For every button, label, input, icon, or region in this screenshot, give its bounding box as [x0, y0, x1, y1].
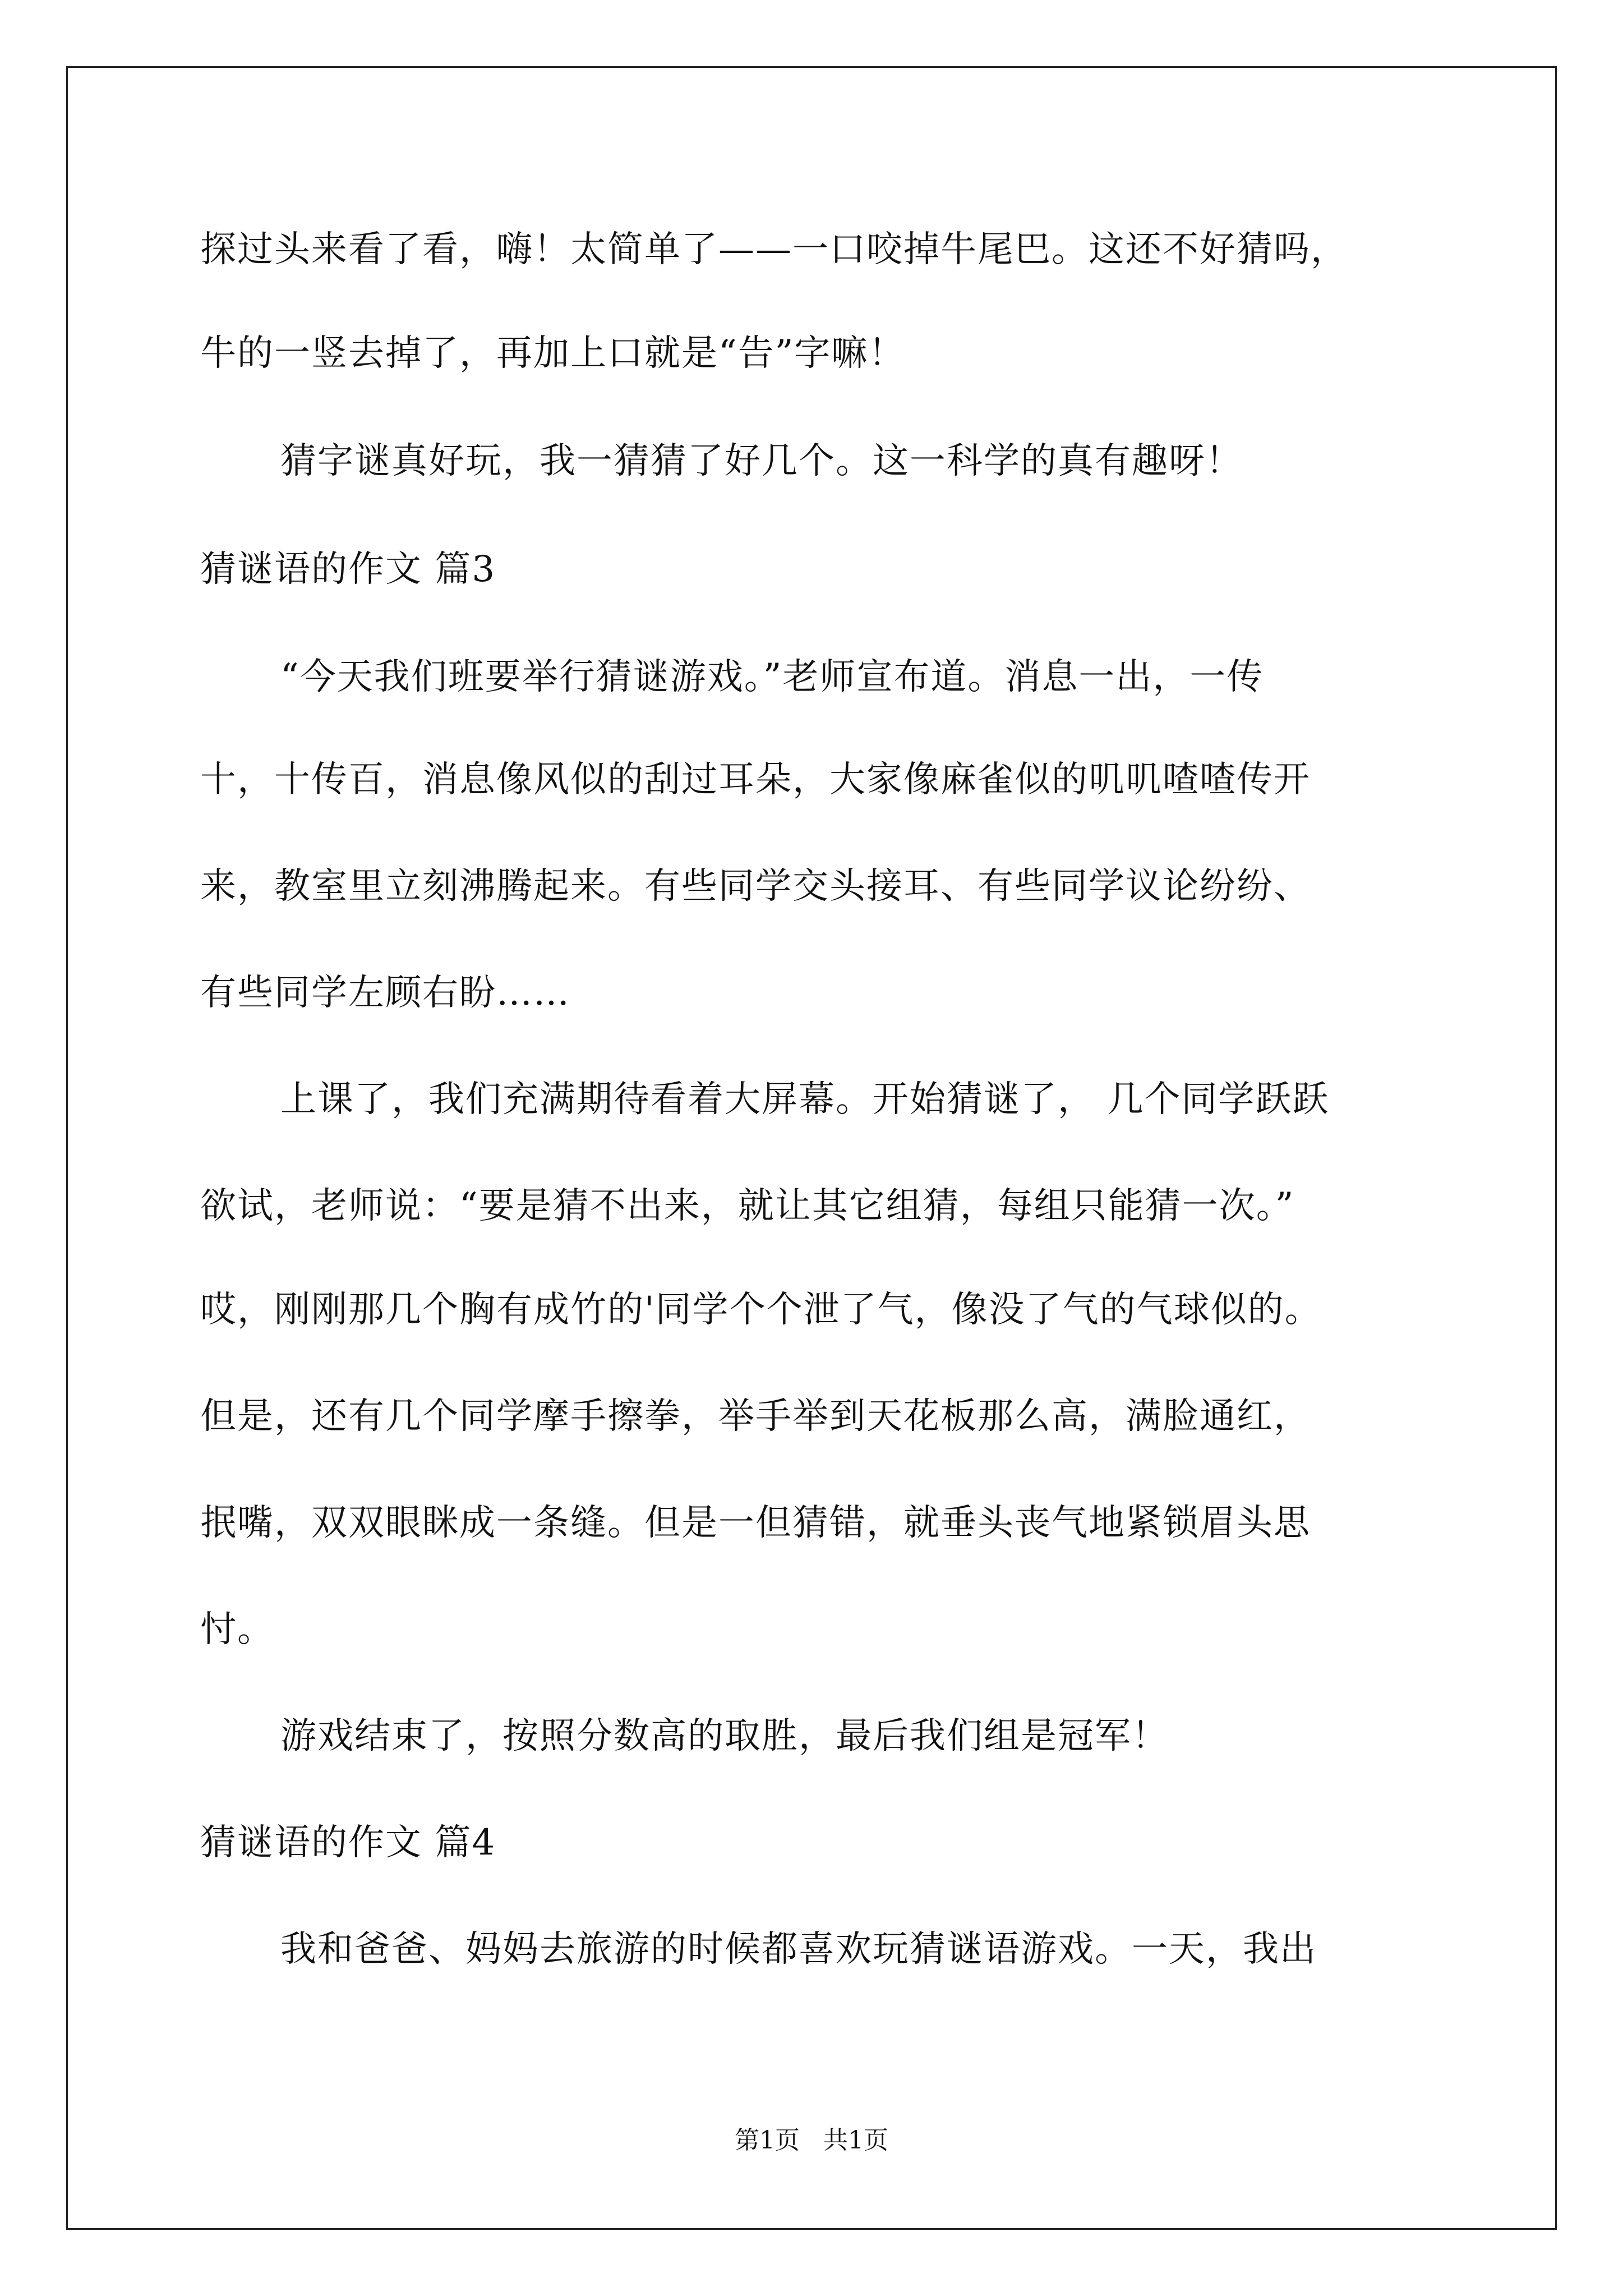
text-line: 欲试，老师说：“要是猜不出来，就让其它组猜，每组只能猜一次。” [200, 1185, 1295, 1227]
text-line: 十，十传百，消息像风似的刮过耳朵，大家像麻雀似的叽叽喳喳传开 [200, 759, 1311, 800]
paragraph-start: 上课了，我们充满期待看着大屏幕。开始猜谜了， 几个同学跃跃 [280, 1079, 1330, 1120]
text-line: 抿嘴，双双眼眯成一条缝。但是一但猜错，就垂头丧气地紧锁眉头思 [200, 1502, 1311, 1544]
page-footer: 第1页 共1页 [735, 2126, 888, 2155]
section-heading: 猜谜语的作文 篇4 [200, 1822, 496, 1864]
text-line: 有些同学左顾右盼…… [200, 972, 570, 1014]
text-line: 来，教室里立刻沸腾起来。有些同学交头接耳、有些同学议论纷纷、 [200, 866, 1311, 907]
paragraph-start: 我和爸爸、妈妈去旅游的时候都喜欢玩猜谜语游戏。一天，我出 [280, 1929, 1317, 1970]
paragraph-start: “今天我们班要举行猜谜游戏。”老师宣布道。消息一出，一传 [280, 656, 1264, 698]
text-line: 但是，还有几个同学摩手擦拳，举手举到天花板那么高，满脸通红， [200, 1396, 1311, 1437]
text-line: 哎，刚刚那几个胸有成竹的'同学个个泄了气，像没了气的气球似的。 [200, 1289, 1322, 1331]
section-heading: 猜谜语的作文 篇3 [200, 549, 496, 590]
page-border [66, 66, 1557, 2230]
text-line: 忖。 [200, 1609, 274, 1650]
text-line: 探过头来看了看，嗨！太简单了——一口咬掉牛尾巴。这还不好猜吗， [200, 229, 1348, 270]
paragraph-start: 猜字谜真好玩，我一猜猜了好几个。这一科学的真有趣呀！ [280, 440, 1243, 482]
paragraph-start: 游戏结束了，按照分数高的取胜，最后我们组是冠军！ [280, 1715, 1169, 1757]
text-line: 牛的一竖去掉了，再加上口就是“告”字嘛！ [200, 333, 906, 374]
